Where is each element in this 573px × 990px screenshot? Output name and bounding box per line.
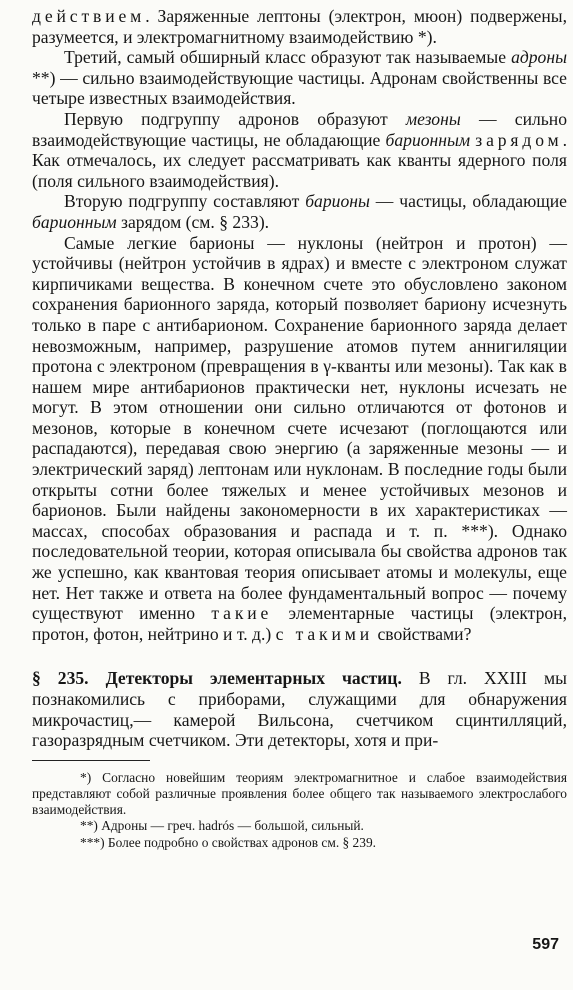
text-run-spaced: с такими [275, 623, 374, 644]
footnote-divider [32, 760, 150, 761]
section-235 [32, 668, 567, 750]
text-run: свойствами? [373, 623, 472, 644]
paragraph [32, 6, 567, 47]
term-italic: барионы [305, 191, 370, 212]
term-italic: барионным [32, 211, 117, 232]
text-run: — частицы, обладающие [369, 191, 567, 212]
paragraph [32, 109, 567, 191]
footnote: ***) Более подробно о свойствах адронов см. § 239. [80, 834, 376, 850]
term-italic: барионным [385, 129, 471, 150]
text-run: действием [32, 6, 146, 26]
paragraph [32, 233, 567, 645]
page-number: 597 [532, 936, 559, 953]
text-run: Первую подгруппу адронов образуют [64, 108, 406, 129]
text-run: . Заряженные лептоны (электрон, мюон) подвержены, разумеется, и электромагнитному взаимодействию *). [32, 6, 567, 47]
text-run-spaced: зарядом [475, 129, 563, 150]
term-italic: адроны [511, 47, 567, 68]
text-run: — сильно взаимодействующие частицы, не обладающие [32, 108, 567, 150]
text-run: зарядом (см. § 233). [116, 211, 270, 232]
text-run: . Как отмечалось, их следует рассматривать как кванты ядерного поля (поля сильного взаимодействия). [32, 129, 567, 191]
text-run: **) — сильно взаимодействующие частицы. Адронам свойственны все четыре известных взаимодействия. [32, 67, 567, 109]
term-italic: мезоны [405, 108, 461, 129]
text-run-spaced: такие [211, 603, 273, 624]
main-text [32, 6, 567, 644]
text-run: Самые легкие барионы — нуклоны (нейтрон и протон) — устойчивы (нейтрон устойчив в ядрах) и вместе с электроном служат кирпичиками вещества. В конечном счете это обусловлено законом сохранения барионного заряда, который позволяет бариону исчезнуть только в паре с антибарионом. Сохранение барионного заряда делает невозможным, например, разрушение атомов путем аннигиляции протона с электроном (превращения в γ-кванты или мезоны). Так как в нашем мире антибарионов практически нет, нуклоны исчезать не могут. В этом отношении они сильно отличаются от фотонов и мезонов, которые в конечном счете исчезают (поглощаются или распадаются), передавая свою энергию (а заряженные мезоны — и электрический заряд) лептонам или нуклонам. В последние годы были открыты сотни более тяжелых и менее устойчивых мезонов и барионов. Были найдены закономерности в их характеристиках — массах, способах образования и распада и т. п. ***). Однако последовательной теории, которая описывала бы свойства адронов так же успешно, как квантовая теория описывает атомы и молекулы, еще нет. Нет также и ответа на более фундаментальный вопрос — почему существуют именно [32, 232, 567, 624]
page-body [32, 6, 567, 851]
text-run: элементарные частицы (электрон, протон, фотон, нейтрино и т. д.) [32, 603, 567, 644]
section-heading: § 235. Детекторы элементарных частиц. [32, 668, 402, 689]
paragraph [32, 191, 567, 232]
paragraph [32, 47, 567, 109]
footnotes [32, 770, 567, 851]
footnote: *) Согласно новейшим теориям электромагнитное и слабое взаимодействия представляют собой различные проявления более общего так называемого электрослабого взаимодействия. [32, 769, 567, 818]
footnote: **) Адроны — греч. hadrós — большой, сильный. [80, 818, 364, 834]
section-text: В гл. XXIII мы познакомились с приборами, служащими для обнаружения микрочастиц,— камерой Вильсона, счетчиком сцинтилляций, газоразрядным счетчиком. Эти детекторы, хотя и при- [32, 668, 567, 751]
text-run: Вторую подгруппу составляют [64, 191, 306, 212]
text-run: Третий, самый обширный класс образуют так называемые [64, 47, 512, 68]
